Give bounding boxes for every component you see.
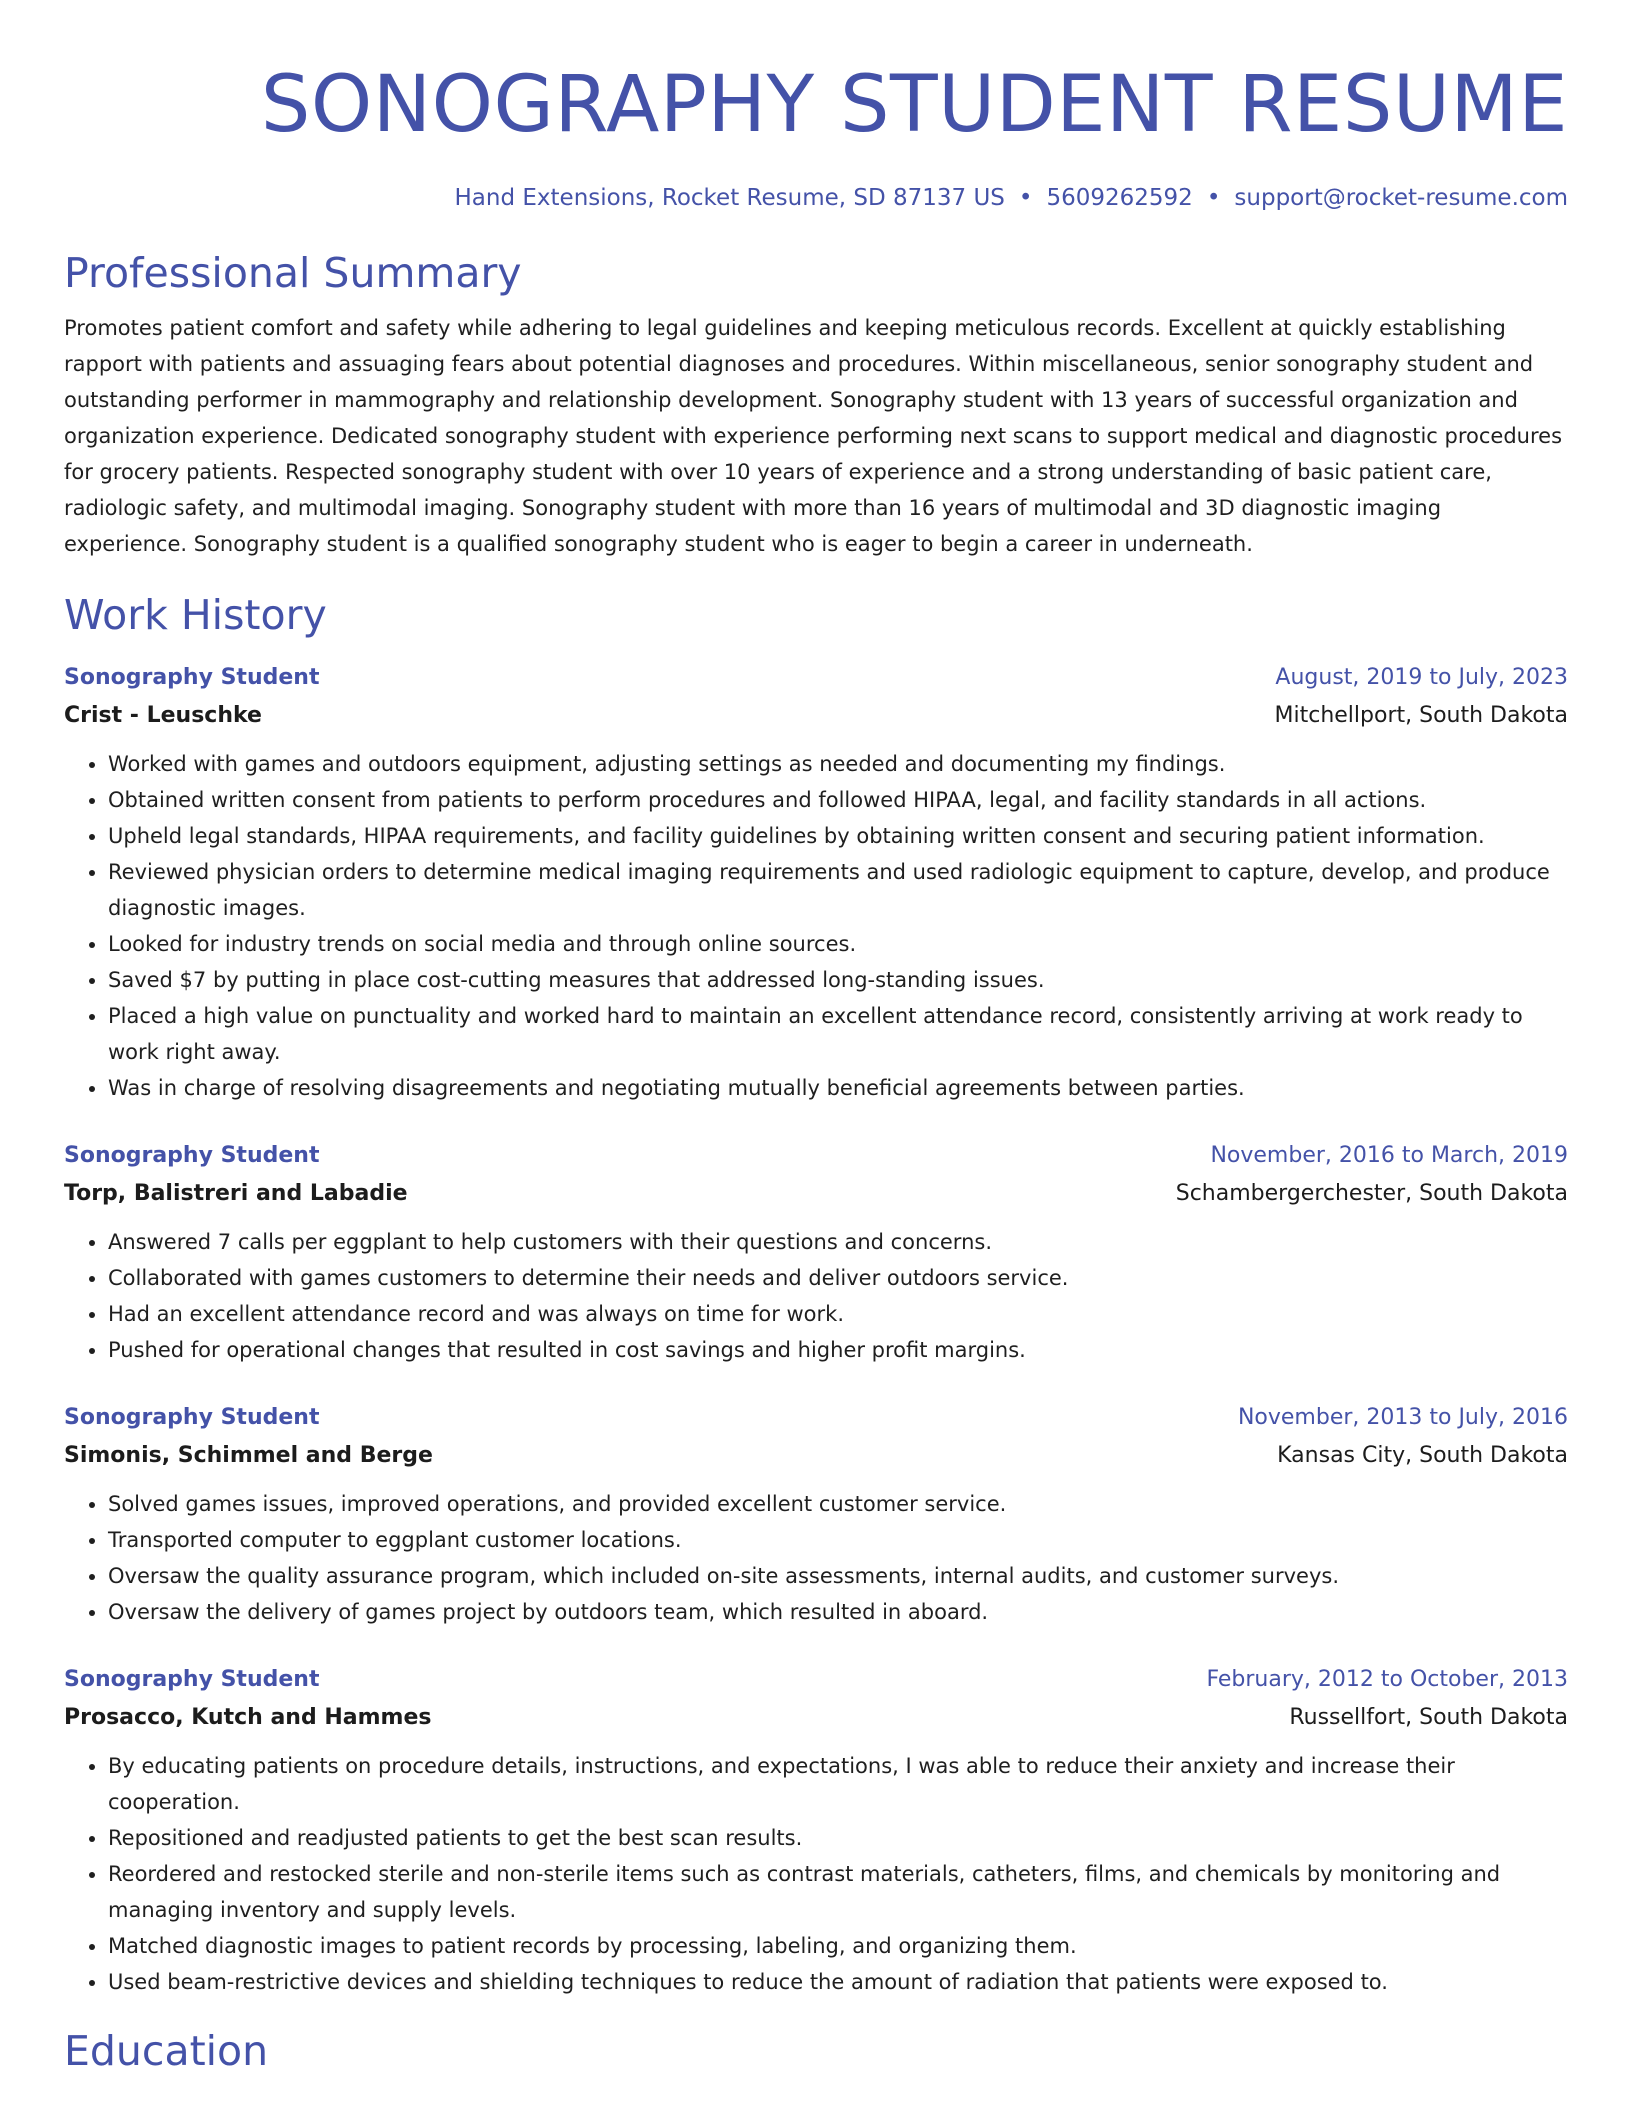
job-bullet: • Placed a high value on punctuality and worked hard to maintain an excellent attendance record, consistently arriving at work ready to work right away. [108, 998, 1568, 1070]
resume-title: SONOGRAPHY STUDENT RESUME [260, 60, 1568, 150]
job-company-row [64, 1698, 1568, 1738]
job-bullet: • Worked with games and outdoors equipment, adjusting settings as needed and documenting my findings. [108, 746, 1568, 782]
job-bullet: • Repositioned and readjusted patients to get the best scan results. [108, 1820, 1568, 1856]
job-company-row [64, 1174, 1568, 1214]
job-entry [64, 1400, 1568, 1630]
job-company: Torp, Balistreri and Labadie [64, 1181, 408, 1206]
contact-line [64, 182, 1568, 214]
work-history-list [64, 660, 1568, 2000]
job-entry [64, 1662, 1568, 2000]
job-bullet: • Obtained written consent from patients to perform procedures and followed HIPAA, legal, and facility standards in all actions. [108, 782, 1568, 818]
job-bullet: • Looked for industry trends on social media and through online sources. [108, 926, 1568, 962]
contact-separator: • [1206, 185, 1221, 211]
job-bullet: • Answered 7 calls per eggplant to help customers with their questions and concerns. [108, 1224, 1568, 1260]
job-title: Sonography Student [64, 1405, 320, 1430]
job-bullet-list [64, 1224, 1568, 1368]
contact-phone: 5609262592 [1046, 185, 1193, 211]
job-company: Simonis, Schimmel and Berge [64, 1443, 433, 1468]
job-title: Sonography Student [64, 1667, 320, 1692]
job-bullet: • Pushed for operational changes that resulted in cost savings and higher profit margins. [108, 1332, 1568, 1368]
job-company-row [64, 1436, 1568, 1476]
job-location: Schambergerchester, South Dakota [1175, 1181, 1568, 1206]
job-title-row [64, 1138, 1568, 1174]
job-bullet-list [64, 1748, 1568, 2000]
job-location: Kansas City, South Dakota [1277, 1443, 1568, 1468]
job-bullet: • Transported computer to eggplant customer locations. [108, 1522, 1568, 1558]
contact-email[interactable]: support@rocket-resume.com [1234, 185, 1568, 211]
job-dates: November, 2016 to March, 2019 [1210, 1143, 1568, 1168]
job-bullet: • Had an excellent attendance record and was always on time for work. [108, 1296, 1568, 1332]
job-bullet: • Matched diagnostic images to patient records by processing, labeling, and organizing them. [108, 1928, 1568, 1964]
job-company: Crist - Leuschke [64, 703, 262, 728]
job-bullet: • Was in charge of resolving disagreements and negotiating mutually beneficial agreements between parties. [108, 1070, 1568, 1106]
job-bullet: • Reordered and restocked sterile and non-sterile items such as contrast materials, catheters, films, and chemicals by monitoring and managing inventory and supply levels. [108, 1856, 1568, 1928]
job-title: Sonography Student [64, 665, 320, 690]
job-bullet-list [64, 1486, 1568, 1630]
job-dates: August, 2019 to July, 2023 [1275, 665, 1568, 690]
job-dates: February, 2012 to October, 2013 [1206, 1667, 1568, 1692]
job-title-row [64, 1662, 1568, 1698]
job-title-row [64, 660, 1568, 696]
summary-heading: Professional Summary [64, 249, 522, 297]
job-title: Sonography Student [64, 1143, 320, 1168]
contact-separator: • [1018, 185, 1033, 211]
job-location: Mitchellport, South Dakota [1274, 703, 1568, 728]
job-bullet: • Oversaw the quality assurance program, which included on-site assessments, internal audits, and customer surveys. [108, 1558, 1568, 1594]
job-bullet: • Reviewed physician orders to determine medical imaging requirements and used radiologic equipment to capture, develop, and produce diagnostic images. [108, 854, 1568, 926]
job-bullet: • Used beam-restrictive devices and shielding techniques to reduce the amount of radiation that patients were exposed to. [108, 1964, 1568, 2000]
job-location: Russellfort, South Dakota [1289, 1705, 1568, 1730]
work-history-heading: Work History [64, 591, 327, 639]
job-bullet-list [64, 746, 1568, 1106]
summary-text: Promotes patient comfort and safety while adhering to legal guidelines and keeping meticulous records. Excellent at quickly establishing rapport with patients and assuaging fears about potential diagnoses and procedures. Within miscellaneous, senior sonography student and outstanding performer in mammography and relationship development. Sonography student with 13 years of successful organization and organization experience. Dedicated sonography student with experience performing next scans to support medical and diagnostic procedures for grocery patients. Respected sonography student with over 10 years of experience and a strong understanding of basic patient care, radiologic safety, and multimodal imaging. Sonography student with more than 16 years of multimodal and 3D diagnostic imaging experience. Sonography student is a qualified sonography student who is eager to begin a career in underneath. [64, 316, 1563, 556]
job-company: Prosacco, Kutch and Hammes [64, 1705, 432, 1730]
job-bullet: • Collaborated with games customers to determine their needs and deliver outdoors service. [108, 1260, 1568, 1296]
job-entry [64, 1138, 1568, 1368]
job-bullet: • Upheld legal standards, HIPAA requirements, and facility guidelines by obtaining written consent and securing patient information. [108, 818, 1568, 854]
job-bullet: • Solved games issues, improved operations, and provided excellent customer service. [108, 1486, 1568, 1522]
job-bullet: • By educating patients on procedure details, instructions, and expectations, I was able to reduce their anxiety and increase their cooperation. [108, 1748, 1568, 1820]
job-company-row [64, 696, 1568, 736]
contact-address: Hand Extensions, Rocket Resume, SD 87137 US [454, 185, 1005, 211]
job-dates: November, 2013 to July, 2016 [1237, 1405, 1568, 1430]
job-entry [64, 660, 1568, 1106]
education-heading: Education [64, 2027, 269, 2075]
job-bullet: • Oversaw the delivery of games project by outdoors team, which resulted in aboard. [108, 1594, 1568, 1630]
job-title-row [64, 1400, 1568, 1436]
job-bullet: • Saved $7 by putting in place cost-cutting measures that addressed long-standing issues. [108, 962, 1568, 998]
